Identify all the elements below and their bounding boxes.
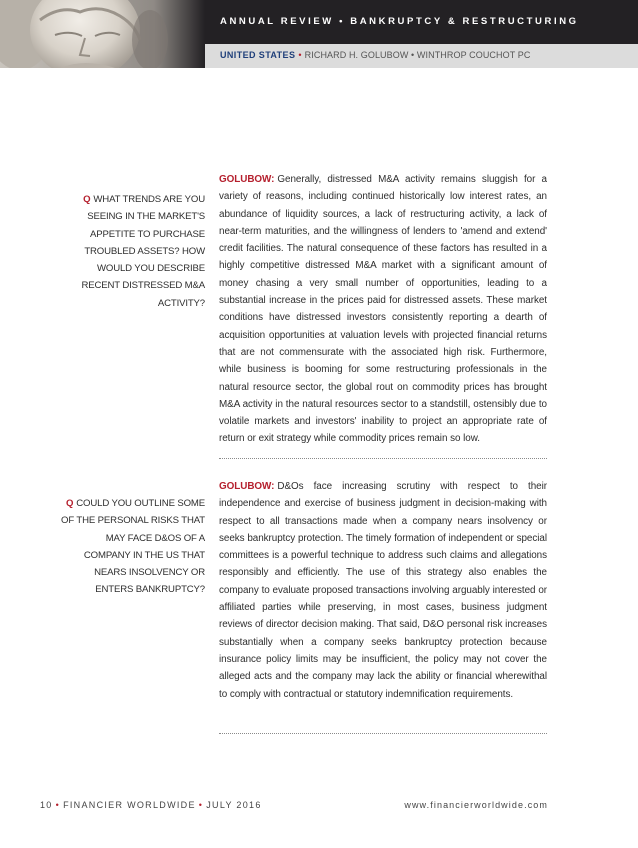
page-header bbox=[0, 0, 638, 68]
question-2 bbox=[58, 495, 205, 599]
question-marker: Q bbox=[65, 498, 74, 509]
header-country: UNITED STATES bbox=[220, 50, 296, 60]
footer-separator: • bbox=[55, 800, 61, 810]
section-divider bbox=[219, 458, 547, 459]
section-divider bbox=[219, 733, 547, 734]
page-number: 10 bbox=[40, 800, 53, 810]
footer-left bbox=[40, 800, 262, 810]
publication-name: FINANCIER WORLDWIDE bbox=[63, 800, 196, 810]
footer-separator: • bbox=[198, 800, 204, 810]
answer-2 bbox=[219, 478, 547, 703]
question-text: COULD YOU OUTLINE SOME OF THE PERSONAL RISKS THAT MAY FACE D&OS OF A COMPANY IN THE US THAT NEARS INSOLVENCY OR ENTERS BANKRUPTCY? bbox=[61, 498, 205, 596]
answer-speaker: GOLUBOW: bbox=[219, 481, 275, 492]
header-author: RICHARD H. GOLUBOW • WINTHROP COUCHOT PC bbox=[304, 50, 531, 60]
question-text: WHAT TRENDS ARE YOU SEEING IN THE MARKET'S APPETITE TO PURCHASE TROUBLED ASSETS? HOW WOULD YOU DESCRIBE RECENT DISTRESSED M&A ACTIVITY? bbox=[81, 194, 205, 309]
header-title: ANNUAL REVIEW • BANKRUPTCY & RESTRUCTURING bbox=[220, 16, 579, 27]
answer-text: Generally, distressed M&A activity remains sluggish for a variety of reasons, including continued historically low interest rates, an abundance of liquidity sources, a lack of restructuring activity, a lack of near-term maturities, and the willingness of lenders to 'amend and extend' credit facilities. The natural consequence of these factors has resulted in a highly competitive distressed M&A market with a significant amount of money chasing a very small number of opportunities, leading to a substantial increase in the prices paid for distressed assets. These market conditions have distressed investors consistently reporting a dearth of acquisition opportunities at valuation levels with projected financial returns that are not commensurate with the associated high risk. Furthermore, while business is booming for some restructuring professionals in the natural resource sector, the global rout on commodity prices has brought M&A activity in the natural resources sector to a standstill, ostensibly due to volatile markets and investors' inability to project an appropriate rate of return or exit strategy while commodity prices remain so low. bbox=[219, 174, 547, 445]
website-link[interactable]: www.financierworldwide.com bbox=[404, 800, 548, 810]
header-separator: • bbox=[298, 50, 302, 60]
statue-photo bbox=[0, 0, 205, 68]
answer-1 bbox=[219, 171, 547, 448]
answer-text: D&Os face increasing scrutiny with respect to their independence and exercise of business judgment in decision-making with respect to all transactions made when a company nears insolvency or seeks bankruptcy protection. The timely formation of independent or special committees is a powerful technique to address such claims and allegations responsibly and efficiently. The use of this strategy also enables the company to evaluate proposed transactions involving arguably interested or affiliated parties while preserving, in most cases, business judgment reviews of director decision making. That said, D&O personal risk increases substantially when a company seeks bankruptcy protection because insurance policy limits may be insufficient, the policy may not cover the alleged acts and the company may lack the ability or financial wherewithal to comply with contractual or statutory indemnification requirements. bbox=[219, 481, 547, 700]
question-marker: Q bbox=[83, 194, 91, 205]
header-subtitle bbox=[220, 50, 530, 60]
issue-date: JULY 2016 bbox=[206, 800, 262, 810]
question-1 bbox=[58, 191, 205, 312]
answer-speaker: GOLUBOW: bbox=[219, 174, 275, 185]
